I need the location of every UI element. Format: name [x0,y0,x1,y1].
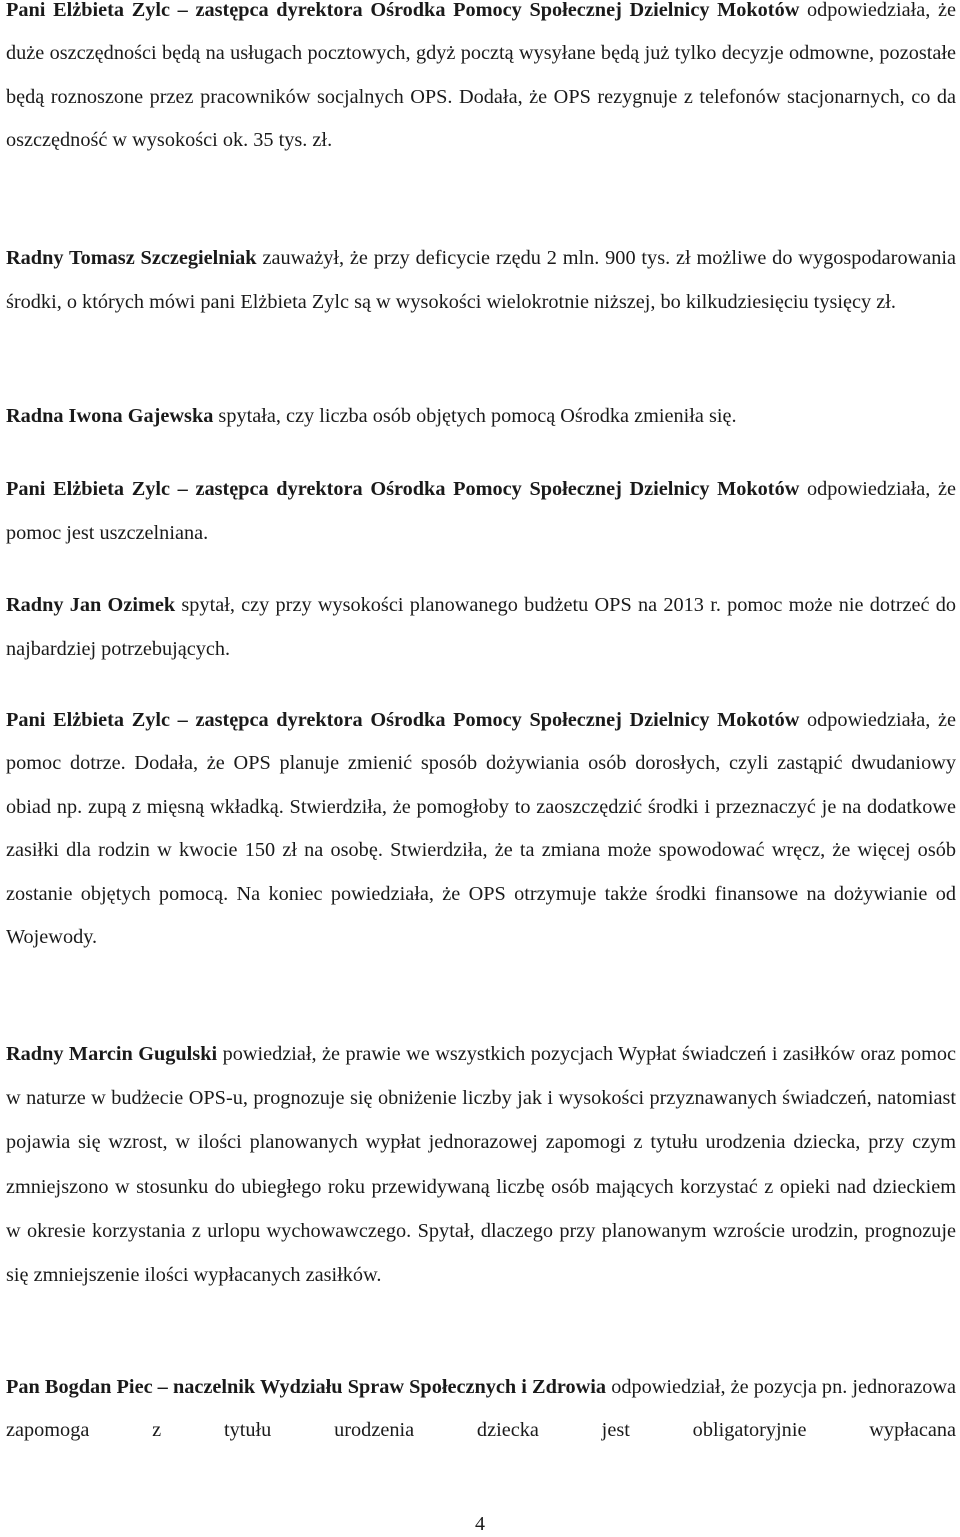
paragraph-text: odpowiedziała, że pomoc jest uszczelniana. [6,478,956,545]
speaker-name: Radny Marcin Gugulski [6,1043,218,1065]
page-number: 4 [475,1513,485,1535]
paragraph-zylc-savings [6,0,956,163]
speaker-name: Pani Elżbieta Zylc – zastępca dyrektora Ośrodka Pomocy Społecznej Dzielnicy Mokotów [6,478,800,500]
paragraph-text: odpowiedział, że pozycja pn. jednorazowa zapomoga z tytułu urodzenia dziecka jest obligatoryjnie wypłacana [6,1376,956,1441]
speaker-name: Radny Tomasz Szczegielniak [6,247,257,269]
paragraph-gugulski [6,1032,956,1297]
paragraph-text: powiedział, że prawie we wszystkich pozycjach Wypłat świadczeń i zasiłków oraz pomoc w naturze w budżecie OPS-u, prognozuje się obniżenie liczby jak i wysokości przyznawanych świadczeń, natomiast pojawia się wzrost, w ilości planowanych wypłat jednorazowej zapomogi z tytułu urodzenia dziecka, przy czym zmniejszono w stosunku do ubiegłego roku przewidywaną liczbę osób mających korzystać z opieki nad dzieckiem w okresie korzystania z urlopu wychowawczego. Spytał, dlaczego przy planowanym wzroście urodzin, prognozuje się zmniejszenie ilości wypłacanych zasiłków. [6,1043,956,1287]
paragraph-text: odpowiedziała, że duże oszczędności będą na usługach pocztowych, gdyż pocztą wysyłane będą już tylko decyzje odmowne, pozostałe będą roznoszone przez pracowników socjalnych OPS. Dodała, że OPS rezygnuje z telefonów stacjonarnych, co da oszczędność w wysokości ok. 35 tys. zł. [6,0,956,152]
paragraph-szczegielniak [6,236,956,324]
paragraph-gajewska [6,394,956,438]
paragraph-text: zauważył, że przy deficycie rzędu 2 mln. 900 tys. zł możliwe do wygospodarowania środki, o których mówi pani Elżbieta Zylc są w wysokości wielokrotnie niższej, bo kilkudziesięciu tysięcy zł. [6,247,957,314]
paragraph-zylc-sealing [6,467,956,555]
paragraph-piec [6,1366,956,1451]
paragraph-text: odpowiedziała, że pomoc dotrze. Dodała, że OPS planuje zmienić sposób dożywiania osób dorosłych, czyli zastąpić dwudaniowy obiad np. zupą z mięsną wkładką. Stwierdziła, że pomogłoby to zaoszczędzić środki i przeznaczyć je na dodatkowe zasiłki dla rodzin w kwocie 150 zł na osobę. Stwierdziła, że ta zmiana może spowodować wręcz, że więcej osób zostanie objętych pomocą. Na koniec powiedziała, że OPS otrzymuje także środki finansowe na dożywianie od Wojewody. [6,709,956,949]
paragraph-zylc-nutrition [6,699,956,959]
speaker-name: Radny Jan Ozimek [6,594,176,616]
paragraph-text: spytał, czy przy wysokości planowanego budżetu OPS na 2013 r. pomoc może nie dotrzeć do najbardziej potrzebujących. [6,594,956,661]
speaker-name: Radna Iwona Gajewska [6,405,214,427]
paragraph-ozimek [6,583,956,671]
speaker-name: Pani Elżbieta Zylc – zastępca dyrektora Ośrodka Pomocy Społecznej Dzielnicy Mokotów [6,709,800,731]
speaker-name: Pan Bogdan Piec – naczelnik Wydziału Spraw Społecznych i Zdrowia [6,1376,607,1398]
speaker-name: Pani Elżbieta Zylc – zastępca dyrektora Ośrodka Pomocy Społecznej Dzielnicy Mokotów [6,0,800,21]
paragraph-text: spytała, czy liczba osób objętych pomocą Ośrodka zmieniła się. [213,405,737,427]
